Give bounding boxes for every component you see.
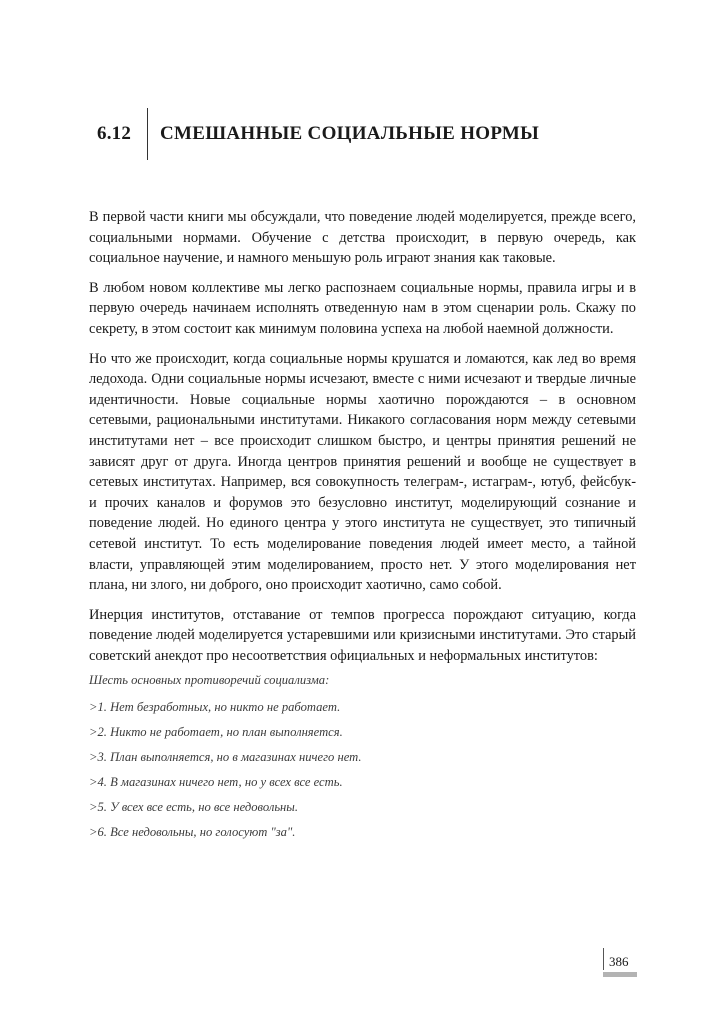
quote-item: >4. В магазинах ничего нет, но у всех все есть. <box>89 775 343 790</box>
page-number: 386 <box>609 954 629 969</box>
section-heading <box>97 108 539 160</box>
heading-divider <box>147 108 148 160</box>
quote-item: >1. Нет безработных, но никто не работает. <box>89 700 341 715</box>
body-text <box>89 207 636 847</box>
paragraph: В любом новом коллективе мы легко распознаем социальные нормы, правила игры и в первую очередь начинаем исполнять отведенную нам в этом сценарии роль. Скажу по секрету, в этом состоит как минимум половина успеха на любой наемной должности. <box>89 279 636 337</box>
section-title: СМЕШАННЫЕ СОЦИАЛЬНЫЕ НОРМЫ <box>160 123 540 144</box>
page-number-bar <box>603 972 637 977</box>
paragraph: Но что же происходит, когда социальные нормы крушатся и ломаются, как лед во время ледохода. Одни социальные нормы исчезают, вместе с ними исчезают и твердые личные идентичности. Новые социальные нормы хаотично порождаются – в основном сетевыми, рациональными институтами. Никакого согласования норм между сетевыми институтами нет – все происходит слишком быстро, и центры принятия решений не зависят друг от друга. Иногда центров принятия решений и вообще не существует в сетевых институтах. Например, вся совокупность телеграм-, истаграм-, ютуб, фейсбук- и прочих каналов и форумов это безусловно институт, моделирующий сознание и поведение людей. Но единого центра у этого института не существует, это типичный сетевой институт. То есть моделирование поведения людей имеет место, а тайной власти, управляющей этим моделированием, просто нет. У этого моделирования нет плана, ни злого, ни доброго, оно происходит хаотично, само собой. <box>89 350 636 594</box>
quote-item: >6. Все недовольны, но голосуют "за". <box>89 825 296 840</box>
quote-item: >3. План выполняется, но в магазинах ничего нет. <box>89 750 362 765</box>
paragraph: Инерция институтов, отставание от темпов прогресса порождают ситуацию, когда поведение людей моделируется устаревшими или кризисными институтами. Это старый советский анекдот про несоответствия официальных и неформальных институтов: <box>89 606 636 664</box>
quote-intro: Шесть основных противоречий социализма: <box>89 673 330 688</box>
section-number: 6.12 <box>97 123 132 144</box>
page-number-divider <box>603 948 604 970</box>
quote-item: >2. Никто не работает, но план выполняется. <box>89 725 343 740</box>
paragraph: В первой части книги мы обсуждали, что поведение людей моделируется, прежде всего, социальными нормами. Обучение с детства происходит, в первую очередь, как социальное научение, и намного меньшую роль играют знания как таковые. <box>89 209 636 267</box>
quote-item: >5. У всех все есть, но все недовольны. <box>89 800 298 815</box>
